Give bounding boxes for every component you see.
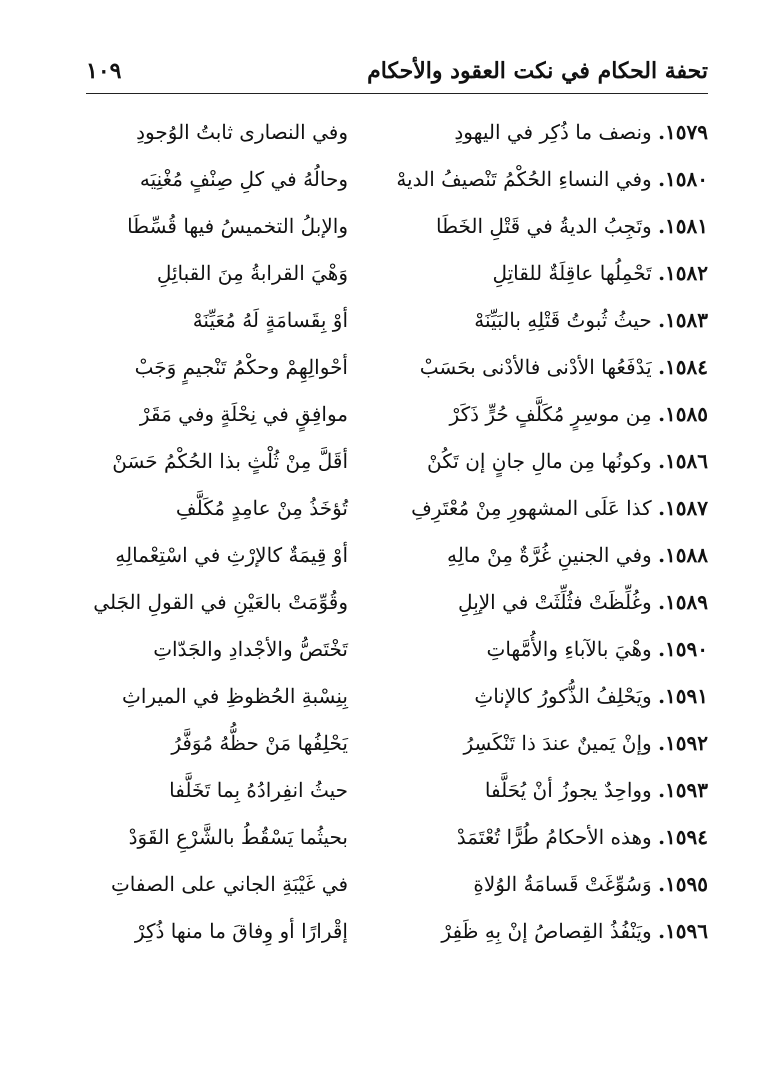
hemistich-text: وكونُها مِن مالِ جانٍ إن تَكُنْ — [427, 449, 652, 473]
verse-1579 — [86, 110, 708, 157]
verse-1595 — [86, 862, 708, 909]
verse-1586 — [86, 439, 708, 486]
verse-1587 — [86, 486, 708, 533]
hemistich-text: كذا عَلَى المشهورِ مِنْ مُعْتَرِفِ — [411, 496, 652, 520]
verse-number: ١٥٨٧. — [658, 496, 708, 520]
hemistich-text: ويَحْلِفُ الذُّكورُ كالإناثِ — [474, 684, 652, 708]
hemistich-text: ونصف ما ذُكِر في اليهودِ — [454, 120, 652, 144]
second-hemistich: تَخْتَصُّ والأجْدادِ والجَدّاتِ — [153, 637, 348, 661]
first-hemistich — [403, 304, 708, 336]
verse-1581 — [86, 204, 708, 251]
first-hemistich — [403, 821, 708, 853]
first-hemistich — [403, 774, 708, 806]
verse-1588 — [86, 533, 708, 580]
verse-1593 — [86, 768, 708, 815]
hemistich-text: وإنْ يَمينٌ عندَ ذا تَنْكَسِرُ — [463, 731, 652, 755]
page-number: ١٠٩ — [86, 58, 122, 84]
verse-1582 — [86, 251, 708, 298]
verse-number: ١٥٧٩. — [658, 120, 708, 144]
verse-number: ١٥٩١. — [658, 684, 708, 708]
verse-number: ١٥٨٩. — [658, 590, 708, 614]
hemistich-text: تَحْمِلُها عاقِلَةٌ للقاتِلِ — [492, 261, 652, 285]
first-hemistich — [403, 680, 708, 712]
first-hemistich — [403, 586, 708, 618]
hemistich-text: حيثُ ثُبوتُ قَتْلِهِ بالبَيِّنَهْ — [474, 308, 652, 332]
verse-number: ١٥٨٣. — [658, 308, 708, 332]
verse-number: ١٥٨٤. — [658, 355, 708, 379]
hemistich-text: وتَجِبُ الديةُ في قَتْلِ الخَطَا — [436, 214, 652, 238]
verse-1583 — [86, 298, 708, 345]
first-hemistich — [403, 210, 708, 242]
verse-list — [86, 110, 708, 956]
hemistich-text: وهذه الأحكامُ طُرًّا تُعْتَمَدْ — [456, 825, 652, 849]
second-hemistich: يَحْلِفُها مَنْ حظُّهُ مُوَفَّرُ — [171, 731, 348, 755]
second-hemistich: بحيثُما يَسْقُطُ بالشَّرْعِ القَوَدْ — [128, 825, 348, 849]
second-hemistich: والإبلُ التخميسُ فيها قُسِّطَا — [127, 214, 348, 238]
first-hemistich — [403, 539, 708, 571]
first-hemistich — [403, 492, 708, 524]
first-hemistich — [403, 915, 708, 947]
second-hemistich: إقْرارًا أو وِفاقَ ما منها ذُكِرْ — [134, 919, 348, 943]
hemistich-text: وفي الجنينِ غُرَّةٌ مِنْ مالِهِ — [446, 543, 652, 567]
verse-number: ١٥٩٤. — [658, 825, 708, 849]
verse-number: ١٥٩٢. — [658, 731, 708, 755]
second-hemistich: وقُوِّمَتْ بالعَيْنِ في القولِ الجَلي — [93, 590, 348, 614]
second-hemistich: أوْ قِيمَةٌ كالإرْثِ في اسْتِعْمالِهِ — [115, 543, 348, 567]
verse-number: ١٥٩٦. — [658, 919, 708, 943]
first-hemistich — [403, 398, 708, 430]
header-rule — [86, 93, 708, 94]
verse-1594 — [86, 815, 708, 862]
verse-1590 — [86, 627, 708, 674]
first-hemistich — [403, 868, 708, 900]
verse-number: ١٥٩٣. — [658, 778, 708, 802]
verse-1591 — [86, 674, 708, 721]
second-hemistich: أوْ بِقَسامَةٍ لَهُ مُعَيِّنَهْ — [192, 308, 348, 332]
second-hemistich: تُؤخَذُ مِنْ عامِدٍ مُكَلَّفِ — [175, 496, 348, 520]
verse-number: ١٥٩٥. — [658, 872, 708, 896]
verse-number: ١٥٩٠. — [658, 637, 708, 661]
verse-1584 — [86, 345, 708, 392]
second-hemistich: بِنِسْبةِ الحُظوظِ في الميراثِ — [122, 684, 348, 708]
second-hemistich: حيثُ انفِرادُهُ بِما تَخَلَّفا — [169, 778, 348, 802]
first-hemistich — [403, 257, 708, 289]
hemistich-text: مِن موسِرٍ مُكَلَّفٍ حُرٍّ ذَكَرْ — [449, 402, 652, 426]
verse-number: ١٥٨٨. — [658, 543, 708, 567]
second-hemistich: أحْوالِهِمْ وحكْمُ تَنْجيمٍ وَجَبْ — [134, 355, 348, 379]
hemistich-text: وواحِدٌ يجوزُ أنْ يُحَلَّفا — [484, 778, 652, 802]
hemistich-text: وفي النساءِ الحُكْمُ تَنْصيفُ الديهْ — [396, 167, 652, 191]
running-title: تحفة الحكام في نكت العقود والأحكام — [367, 58, 708, 84]
verse-number: ١٥٨٢. — [658, 261, 708, 285]
verse-number: ١٥٨٠. — [658, 167, 708, 191]
second-hemistich: في غَيْبَةِ الجاني على الصفاتِ — [110, 872, 348, 896]
hemistich-text: وَسُوِّغَتْ قَسامَةُ الوُلاةِ — [473, 872, 652, 896]
hemistich-text: يَدْفَعُها الأدْنى فالأدْنى بحَسَبْ — [419, 355, 652, 379]
second-hemistich: وَهْيَ القرابةُ مِنَ القبائِلِ — [156, 261, 348, 285]
page-header — [86, 56, 708, 90]
hemistich-text: وغُلِّظَتْ فثُلِّثَتْ في الإبِلِ — [458, 590, 652, 614]
first-hemistich — [396, 163, 708, 195]
first-hemistich — [403, 351, 708, 383]
verse-number: ١٥٨٦. — [658, 449, 708, 473]
first-hemistich — [403, 445, 708, 477]
second-hemistich: وفي النصارى ثابتُ الوُجودِ — [136, 120, 348, 144]
verse-1589 — [86, 580, 708, 627]
first-hemistich — [403, 727, 708, 759]
first-hemistich — [403, 116, 708, 148]
verse-1585 — [86, 392, 708, 439]
first-hemistich — [403, 633, 708, 665]
hemistich-text: ويَنْفُذُ القِصاصُ إنْ بِهِ ظَفِرْ — [441, 919, 652, 943]
second-hemistich: وحالُهُ في كلِ صِنْفٍ مُغْنِيَه — [139, 167, 348, 191]
verse-number: ١٥٨٥. — [658, 402, 708, 426]
verse-1596 — [86, 909, 708, 956]
second-hemistich: أقَلَّ مِنْ ثُلْثٍ بذا الحُكْمُ حَسَنْ — [112, 449, 348, 473]
verse-1580 — [86, 157, 708, 204]
verse-1592 — [86, 721, 708, 768]
second-hemistich: موافِقٍ في نِحْلَةٍ وفي مَقَرْ — [139, 402, 348, 426]
hemistich-text: وهْيَ بالآباءِ والأُمَّهاتِ — [486, 637, 652, 661]
verse-number: ١٥٨١. — [658, 214, 708, 238]
